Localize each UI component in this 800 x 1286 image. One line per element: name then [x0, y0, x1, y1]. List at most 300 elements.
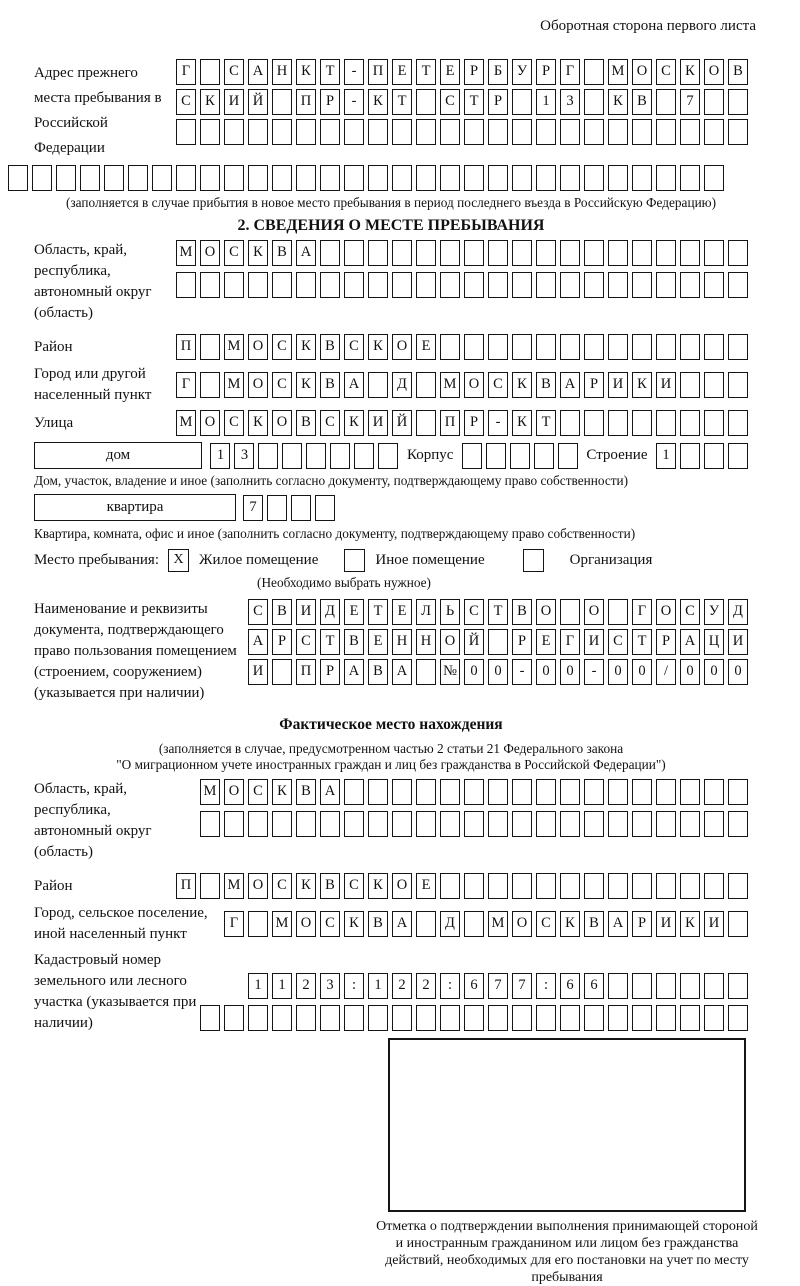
- char-cell[interactable]: [440, 811, 460, 837]
- char-cell[interactable]: Г: [560, 629, 580, 655]
- char-cell[interactable]: [248, 119, 268, 145]
- char-cell[interactable]: [344, 119, 364, 145]
- char-cell[interactable]: В: [536, 372, 556, 398]
- char-cell[interactable]: А: [608, 911, 628, 937]
- char-cell[interactable]: [728, 873, 748, 899]
- char-cell[interactable]: [656, 973, 676, 999]
- char-cell[interactable]: [680, 165, 700, 191]
- char-cell[interactable]: [315, 495, 335, 521]
- char-cell[interactable]: С: [440, 89, 460, 115]
- char-cell[interactable]: [200, 165, 220, 191]
- char-cell[interactable]: К: [296, 334, 316, 360]
- char-cell[interactable]: [512, 240, 532, 266]
- char-cell[interactable]: [558, 443, 578, 469]
- char-cell[interactable]: [512, 165, 532, 191]
- char-cell[interactable]: [330, 443, 350, 469]
- char-cell[interactable]: Б: [488, 59, 508, 85]
- char-cell[interactable]: С: [272, 334, 292, 360]
- char-cell[interactable]: [656, 334, 676, 360]
- char-cell[interactable]: [272, 659, 292, 685]
- char-cell[interactable]: [272, 811, 292, 837]
- char-cell[interactable]: О: [440, 629, 460, 655]
- char-cell[interactable]: Т: [416, 59, 436, 85]
- char-cell[interactable]: [224, 272, 244, 298]
- char-cell[interactable]: Р: [488, 89, 508, 115]
- char-cell[interactable]: С: [320, 911, 340, 937]
- char-cell[interactable]: [488, 629, 508, 655]
- char-cell[interactable]: [368, 272, 388, 298]
- char-cell[interactable]: 0: [488, 659, 508, 685]
- char-cell[interactable]: [512, 272, 532, 298]
- char-cell[interactable]: О: [512, 911, 532, 937]
- char-cell[interactable]: [176, 272, 196, 298]
- char-cell[interactable]: В: [296, 410, 316, 436]
- char-cell[interactable]: Г: [632, 599, 652, 625]
- char-cell[interactable]: [536, 1005, 556, 1031]
- char-cell[interactable]: [258, 443, 278, 469]
- char-cell[interactable]: М: [200, 779, 220, 805]
- char-cell[interactable]: Й: [464, 629, 484, 655]
- char-cell[interactable]: [200, 119, 220, 145]
- char-cell[interactable]: Р: [320, 89, 340, 115]
- char-cell[interactable]: С: [488, 372, 508, 398]
- char-cell[interactable]: [704, 372, 724, 398]
- char-cell[interactable]: Р: [584, 372, 604, 398]
- char-cell[interactable]: [488, 165, 508, 191]
- char-cell[interactable]: [536, 272, 556, 298]
- char-cell[interactable]: [584, 334, 604, 360]
- char-cell[interactable]: Н: [392, 629, 412, 655]
- char-cell[interactable]: [680, 410, 700, 436]
- char-cell[interactable]: О: [392, 334, 412, 360]
- char-cell[interactable]: М: [224, 334, 244, 360]
- char-cell[interactable]: Т: [632, 629, 652, 655]
- char-cell[interactable]: [680, 272, 700, 298]
- char-cell[interactable]: О: [200, 410, 220, 436]
- char-cell[interactable]: [272, 165, 292, 191]
- char-cell[interactable]: [354, 443, 374, 469]
- char-cell[interactable]: Г: [224, 911, 244, 937]
- char-cell[interactable]: С: [248, 779, 268, 805]
- char-cell[interactable]: 0: [608, 659, 628, 685]
- char-cell[interactable]: [416, 911, 436, 937]
- char-cell[interactable]: Г: [560, 59, 580, 85]
- char-cell[interactable]: М: [488, 911, 508, 937]
- char-cell[interactable]: [704, 165, 724, 191]
- char-cell[interactable]: О: [248, 334, 268, 360]
- char-cell[interactable]: С: [680, 599, 700, 625]
- char-cell[interactable]: [440, 334, 460, 360]
- char-cell[interactable]: 1: [368, 973, 388, 999]
- char-cell[interactable]: [632, 973, 652, 999]
- char-cell[interactable]: [536, 165, 556, 191]
- char-cell[interactable]: [80, 165, 100, 191]
- char-cell[interactable]: [320, 240, 340, 266]
- char-cell[interactable]: [200, 334, 220, 360]
- char-cell[interactable]: [440, 1005, 460, 1031]
- char-cell[interactable]: [704, 119, 724, 145]
- char-cell[interactable]: К: [368, 89, 388, 115]
- char-cell[interactable]: [392, 811, 412, 837]
- char-cell[interactable]: Н: [416, 629, 436, 655]
- char-cell[interactable]: Е: [536, 629, 556, 655]
- char-cell[interactable]: [680, 240, 700, 266]
- char-cell[interactable]: [728, 410, 748, 436]
- char-cell[interactable]: [248, 811, 268, 837]
- char-cell[interactable]: Т: [536, 410, 556, 436]
- char-cell[interactable]: [392, 119, 412, 145]
- char-cell[interactable]: [536, 873, 556, 899]
- char-cell[interactable]: Т: [464, 89, 484, 115]
- char-cell[interactable]: У: [704, 599, 724, 625]
- char-cell[interactable]: Е: [392, 59, 412, 85]
- char-cell[interactable]: [282, 443, 302, 469]
- char-cell[interactable]: [632, 1005, 652, 1031]
- char-cell[interactable]: Г: [176, 372, 196, 398]
- char-cell[interactable]: [464, 911, 484, 937]
- char-cell[interactable]: [560, 779, 580, 805]
- char-cell[interactable]: [704, 240, 724, 266]
- char-cell[interactable]: Р: [536, 59, 556, 85]
- char-cell[interactable]: Ц: [704, 629, 724, 655]
- char-cell[interactable]: [440, 272, 460, 298]
- char-cell[interactable]: [704, 334, 724, 360]
- char-cell[interactable]: [560, 165, 580, 191]
- char-cell[interactable]: [152, 165, 172, 191]
- char-cell[interactable]: [704, 1005, 724, 1031]
- char-cell[interactable]: [320, 119, 340, 145]
- char-cell[interactable]: В: [272, 240, 292, 266]
- char-cell[interactable]: [560, 873, 580, 899]
- char-cell[interactable]: И: [584, 629, 604, 655]
- char-cell[interactable]: Л: [416, 599, 436, 625]
- char-cell[interactable]: [291, 495, 311, 521]
- char-cell[interactable]: [344, 811, 364, 837]
- char-cell[interactable]: [416, 272, 436, 298]
- char-cell[interactable]: А: [392, 659, 412, 685]
- char-cell[interactable]: [488, 119, 508, 145]
- char-cell[interactable]: [560, 1005, 580, 1031]
- char-cell[interactable]: К: [248, 240, 268, 266]
- char-cell[interactable]: С: [176, 89, 196, 115]
- char-cell[interactable]: [128, 165, 148, 191]
- char-cell[interactable]: С: [224, 59, 244, 85]
- char-cell[interactable]: С: [536, 911, 556, 937]
- char-cell[interactable]: Р: [272, 629, 292, 655]
- char-cell[interactable]: [584, 119, 604, 145]
- checkbox-other-premises[interactable]: [344, 549, 365, 572]
- char-cell[interactable]: Е: [392, 599, 412, 625]
- char-cell[interactable]: О: [248, 873, 268, 899]
- char-cell[interactable]: П: [440, 410, 460, 436]
- char-cell[interactable]: [704, 811, 724, 837]
- char-cell[interactable]: [680, 334, 700, 360]
- char-cell[interactable]: [8, 165, 28, 191]
- char-cell[interactable]: [296, 1005, 316, 1031]
- char-cell[interactable]: 6: [560, 973, 580, 999]
- char-cell[interactable]: П: [368, 59, 388, 85]
- char-cell[interactable]: Е: [344, 599, 364, 625]
- char-cell[interactable]: [632, 811, 652, 837]
- char-cell[interactable]: О: [464, 372, 484, 398]
- char-cell[interactable]: [656, 89, 676, 115]
- char-cell[interactable]: О: [584, 599, 604, 625]
- char-cell[interactable]: /: [656, 659, 676, 685]
- char-cell[interactable]: П: [176, 873, 196, 899]
- checkbox-residential[interactable]: X: [168, 549, 189, 572]
- char-cell[interactable]: 2: [392, 973, 412, 999]
- char-cell[interactable]: 2: [296, 973, 316, 999]
- char-cell[interactable]: №: [440, 659, 460, 685]
- char-cell[interactable]: О: [656, 599, 676, 625]
- char-cell[interactable]: [704, 779, 724, 805]
- char-cell[interactable]: [416, 165, 436, 191]
- char-cell[interactable]: М: [224, 372, 244, 398]
- char-cell[interactable]: [680, 119, 700, 145]
- char-cell[interactable]: [368, 165, 388, 191]
- char-cell[interactable]: [416, 372, 436, 398]
- char-cell[interactable]: Ь: [440, 599, 460, 625]
- char-cell[interactable]: [368, 1005, 388, 1031]
- char-cell[interactable]: [224, 165, 244, 191]
- char-cell[interactable]: [344, 1005, 364, 1031]
- char-cell[interactable]: [176, 119, 196, 145]
- char-cell[interactable]: [464, 119, 484, 145]
- char-cell[interactable]: Й: [392, 410, 412, 436]
- char-cell[interactable]: [267, 495, 287, 521]
- char-cell[interactable]: [704, 272, 724, 298]
- char-cell[interactable]: [608, 1005, 628, 1031]
- char-cell[interactable]: С: [224, 410, 244, 436]
- char-cell[interactable]: [416, 410, 436, 436]
- char-cell[interactable]: 3: [234, 443, 254, 469]
- char-cell[interactable]: 0: [680, 659, 700, 685]
- char-cell[interactable]: [656, 779, 676, 805]
- char-cell[interactable]: [464, 873, 484, 899]
- char-cell[interactable]: [536, 334, 556, 360]
- char-cell[interactable]: И: [728, 629, 748, 655]
- char-cell[interactable]: [656, 165, 676, 191]
- char-cell[interactable]: [488, 779, 508, 805]
- char-cell[interactable]: 0: [704, 659, 724, 685]
- char-cell[interactable]: 1: [536, 89, 556, 115]
- char-cell[interactable]: [392, 165, 412, 191]
- char-cell[interactable]: [488, 240, 508, 266]
- char-cell[interactable]: [608, 599, 628, 625]
- char-cell[interactable]: А: [344, 659, 364, 685]
- char-cell[interactable]: 0: [536, 659, 556, 685]
- char-cell[interactable]: 3: [560, 89, 580, 115]
- char-cell[interactable]: [392, 779, 412, 805]
- char-cell[interactable]: [584, 410, 604, 436]
- char-cell[interactable]: [512, 334, 532, 360]
- char-cell[interactable]: [656, 272, 676, 298]
- char-cell[interactable]: [536, 811, 556, 837]
- char-cell[interactable]: :: [344, 973, 364, 999]
- char-cell[interactable]: И: [704, 911, 724, 937]
- char-cell[interactable]: [200, 272, 220, 298]
- char-cell[interactable]: [680, 811, 700, 837]
- char-cell[interactable]: [728, 779, 748, 805]
- char-cell[interactable]: В: [344, 629, 364, 655]
- char-cell[interactable]: [728, 811, 748, 837]
- checkbox-organization[interactable]: [523, 549, 544, 572]
- char-cell[interactable]: И: [656, 372, 676, 398]
- char-cell[interactable]: [656, 410, 676, 436]
- char-cell[interactable]: [440, 873, 460, 899]
- char-cell[interactable]: 1: [210, 443, 230, 469]
- char-cell[interactable]: [704, 973, 724, 999]
- char-cell[interactable]: С: [344, 334, 364, 360]
- char-cell[interactable]: [464, 811, 484, 837]
- char-cell[interactable]: [440, 119, 460, 145]
- char-cell[interactable]: [488, 334, 508, 360]
- char-cell[interactable]: [392, 240, 412, 266]
- char-cell[interactable]: [536, 779, 556, 805]
- char-cell[interactable]: [392, 1005, 412, 1031]
- char-cell[interactable]: 0: [560, 659, 580, 685]
- char-cell[interactable]: К: [296, 372, 316, 398]
- char-cell[interactable]: 1: [248, 973, 268, 999]
- char-cell[interactable]: С: [272, 372, 292, 398]
- char-cell[interactable]: [512, 119, 532, 145]
- char-cell[interactable]: А: [248, 59, 268, 85]
- char-cell[interactable]: А: [560, 372, 580, 398]
- char-cell[interactable]: [488, 811, 508, 837]
- char-cell[interactable]: [632, 119, 652, 145]
- char-cell[interactable]: [584, 89, 604, 115]
- char-cell[interactable]: Т: [320, 629, 340, 655]
- char-cell[interactable]: [378, 443, 398, 469]
- char-cell[interactable]: [608, 334, 628, 360]
- char-cell[interactable]: [608, 272, 628, 298]
- char-cell[interactable]: [512, 89, 532, 115]
- char-cell[interactable]: К: [272, 779, 292, 805]
- char-cell[interactable]: [512, 1005, 532, 1031]
- char-cell[interactable]: [680, 372, 700, 398]
- char-cell[interactable]: В: [320, 372, 340, 398]
- char-cell[interactable]: [632, 873, 652, 899]
- char-cell[interactable]: -: [488, 410, 508, 436]
- char-cell[interactable]: [704, 89, 724, 115]
- char-cell[interactable]: [440, 165, 460, 191]
- char-cell[interactable]: [632, 410, 652, 436]
- char-cell[interactable]: [728, 443, 748, 469]
- char-cell[interactable]: [560, 240, 580, 266]
- char-cell[interactable]: Г: [176, 59, 196, 85]
- char-cell[interactable]: Т: [368, 599, 388, 625]
- char-cell[interactable]: [464, 1005, 484, 1031]
- char-cell[interactable]: В: [632, 89, 652, 115]
- char-cell[interactable]: Р: [320, 659, 340, 685]
- char-cell[interactable]: С: [248, 599, 268, 625]
- char-cell[interactable]: [200, 372, 220, 398]
- char-cell[interactable]: [200, 811, 220, 837]
- char-cell[interactable]: Р: [464, 410, 484, 436]
- char-cell[interactable]: С: [272, 873, 292, 899]
- char-cell[interactable]: [368, 372, 388, 398]
- char-cell[interactable]: И: [368, 410, 388, 436]
- char-cell[interactable]: [224, 1005, 244, 1031]
- char-cell[interactable]: К: [368, 334, 388, 360]
- char-cell[interactable]: В: [512, 599, 532, 625]
- char-cell[interactable]: К: [680, 911, 700, 937]
- char-cell[interactable]: Е: [416, 334, 436, 360]
- char-cell[interactable]: [306, 443, 326, 469]
- char-cell[interactable]: И: [224, 89, 244, 115]
- char-cell[interactable]: [464, 165, 484, 191]
- char-cell[interactable]: Д: [392, 372, 412, 398]
- char-cell[interactable]: [272, 1005, 292, 1031]
- char-cell[interactable]: Р: [656, 629, 676, 655]
- char-cell[interactable]: Р: [464, 59, 484, 85]
- char-cell[interactable]: С: [320, 410, 340, 436]
- char-cell[interactable]: О: [392, 873, 412, 899]
- char-cell[interactable]: [440, 240, 460, 266]
- char-cell[interactable]: С: [224, 240, 244, 266]
- char-cell[interactable]: Р: [632, 911, 652, 937]
- char-cell[interactable]: [608, 410, 628, 436]
- char-cell[interactable]: [296, 272, 316, 298]
- char-cell[interactable]: А: [248, 629, 268, 655]
- char-cell[interactable]: [248, 165, 268, 191]
- char-cell[interactable]: 0: [728, 659, 748, 685]
- char-cell[interactable]: В: [728, 59, 748, 85]
- char-cell[interactable]: -: [584, 659, 604, 685]
- char-cell[interactable]: М: [176, 410, 196, 436]
- char-cell[interactable]: О: [632, 59, 652, 85]
- char-cell[interactable]: [464, 779, 484, 805]
- char-cell[interactable]: [560, 811, 580, 837]
- char-cell[interactable]: М: [224, 873, 244, 899]
- char-cell[interactable]: [728, 372, 748, 398]
- char-cell[interactable]: [560, 272, 580, 298]
- char-cell[interactable]: -: [344, 59, 364, 85]
- char-cell[interactable]: [416, 811, 436, 837]
- char-cell[interactable]: О: [272, 410, 292, 436]
- char-cell[interactable]: [608, 165, 628, 191]
- char-cell[interactable]: 7: [488, 973, 508, 999]
- char-cell[interactable]: [608, 973, 628, 999]
- char-cell[interactable]: [416, 240, 436, 266]
- char-cell[interactable]: У: [512, 59, 532, 85]
- char-cell[interactable]: [656, 873, 676, 899]
- char-cell[interactable]: [248, 911, 268, 937]
- char-cell[interactable]: [728, 973, 748, 999]
- char-cell[interactable]: [632, 240, 652, 266]
- char-cell[interactable]: [368, 119, 388, 145]
- char-cell[interactable]: [176, 165, 196, 191]
- char-cell[interactable]: [296, 811, 316, 837]
- char-cell[interactable]: [656, 240, 676, 266]
- char-cell[interactable]: О: [536, 599, 556, 625]
- char-cell[interactable]: 3: [320, 973, 340, 999]
- char-cell[interactable]: [368, 240, 388, 266]
- char-cell[interactable]: [728, 334, 748, 360]
- char-cell[interactable]: [320, 165, 340, 191]
- char-cell[interactable]: [296, 165, 316, 191]
- char-cell[interactable]: [344, 272, 364, 298]
- char-cell[interactable]: И: [656, 911, 676, 937]
- char-cell[interactable]: [656, 119, 676, 145]
- char-cell[interactable]: В: [584, 911, 604, 937]
- char-cell[interactable]: [608, 873, 628, 899]
- char-cell[interactable]: К: [680, 59, 700, 85]
- char-cell[interactable]: [200, 59, 220, 85]
- char-cell[interactable]: [200, 873, 220, 899]
- char-cell[interactable]: [584, 811, 604, 837]
- char-cell[interactable]: П: [296, 659, 316, 685]
